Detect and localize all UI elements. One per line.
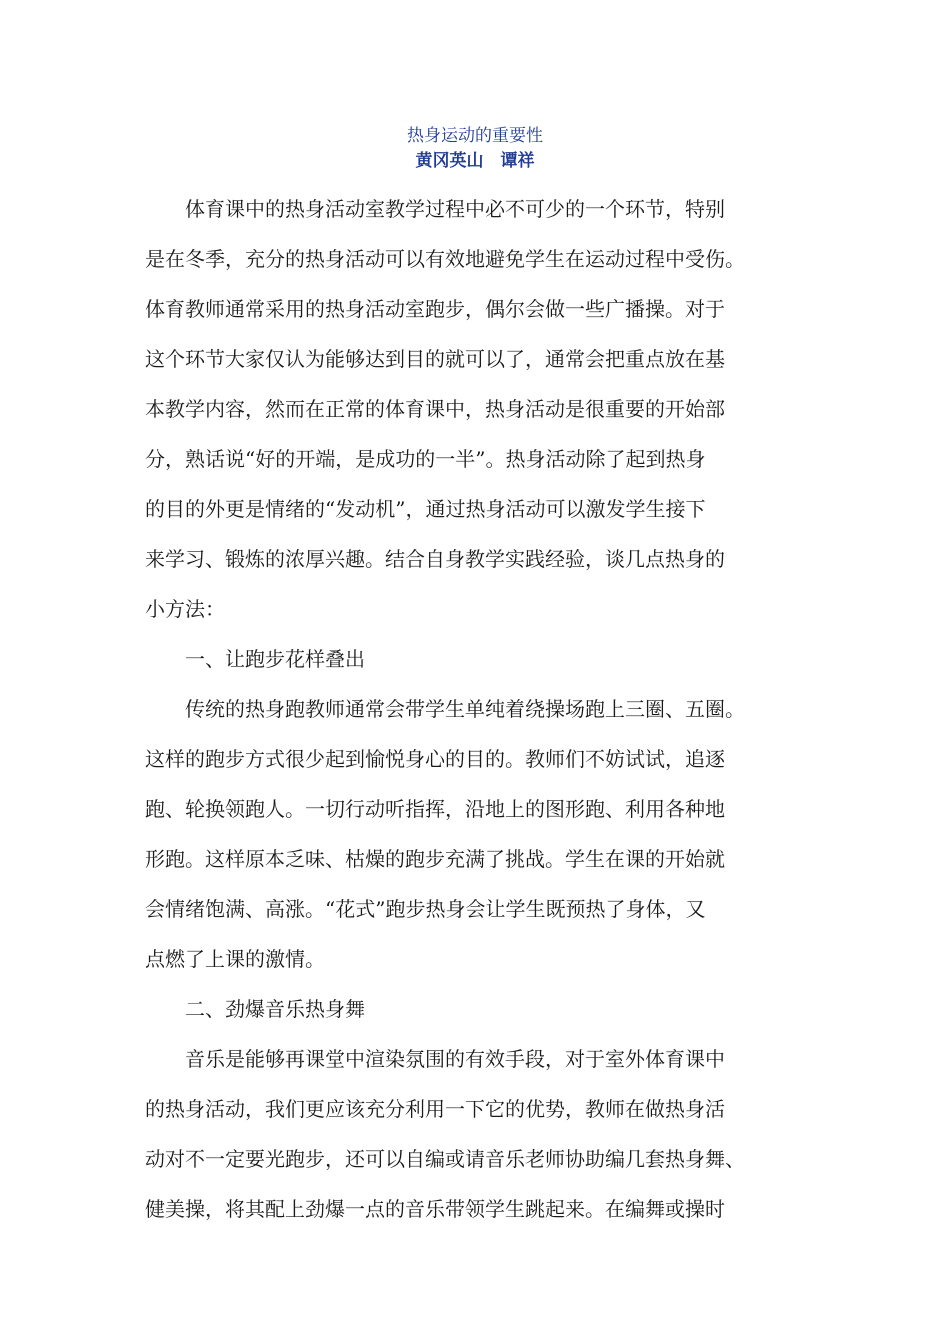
paragraph-line: 动对不一定要光跑步，还可以自编或请音乐老师协助编几套热身舞、 [145,1147,745,1171]
paragraph-line: 跑、轮换领跑人。一切行动听指挥，沿地上的图形跑、利用各种地 [145,797,725,821]
title-block [0,124,950,174]
document-authors: 黄冈英山 谭祥 [415,151,535,171]
paragraph-line: 是在冬季，充分的热身活动可以有效地避免学生在运动过程中受伤。 [145,247,745,271]
paragraph-line: 这样的跑步方式很少起到愉悦身心的目的。教师们不妨试试，追逐 [145,747,725,771]
paragraph-line: 形跑。这样原本乏味、枯燥的跑步充满了挑战。学生在课的开始就 [145,847,725,871]
paragraph-line: 健美操，将其配上劲爆一点的音乐带领学生跳起来。在编舞或操时 [145,1197,725,1221]
paragraph-line: 会情绪饱满、高涨。“花式”跑步热身会让学生既预热了身体，又 [145,897,706,921]
paragraph-line: 体育课中的热身活动室教学过程中必不可少的一个环节，特别 [185,197,725,221]
paragraph-line: 点燃了上课的激情。 [145,947,325,971]
paragraph-line: 体育教师通常采用的热身活动室跑步，偶尔会做一些广播操。对于 [145,297,725,321]
paragraph-line: 来学习、锻炼的浓厚兴趣。结合自身教学实践经验，谈几点热身的 [145,547,725,571]
section-heading: 一、让跑步花样叠出 [185,647,365,671]
paragraph-line: 这个环节大家仅认为能够达到目的就可以了，通常会把重点放在基 [145,347,725,371]
body-text [145,184,810,1234]
paragraph-line: 分，熟话说“好的开端，是成功的一半”。热身活动除了起到热身 [145,447,706,471]
section-heading: 二、劲爆音乐热身舞 [185,997,365,1021]
paragraph-line: 本教学内容，然而在正常的体育课中，热身活动是很重要的开始部 [145,397,725,421]
paragraph-line: 小方法： [145,597,225,621]
paragraph-line: 音乐是能够再课堂中渲染氛围的有效手段，对于室外体育课中 [185,1047,725,1071]
paragraph-line: 的热身活动，我们更应该充分利用一下它的优势，教师在做热身活 [145,1097,725,1121]
paragraph-line: 的目的外更是情绪的“发动机”，通过热身活动可以激发学生接下 [145,497,706,521]
paragraph-line: 传统的热身跑教师通常会带学生单纯着绕操场跑上三圈、五圈。 [185,697,745,721]
document-title: 热身运动的重要性 [407,126,543,146]
